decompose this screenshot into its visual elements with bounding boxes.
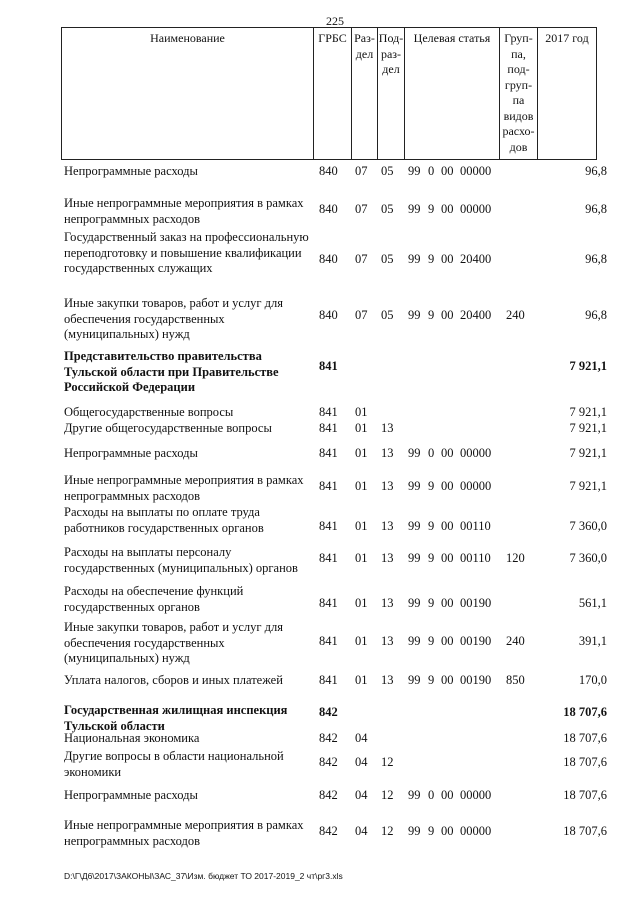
row-cs1: 99 <box>408 252 421 266</box>
row-value: 96,8 <box>585 308 607 322</box>
row-grbs: 841 <box>319 596 338 610</box>
row-value: 18 707,6 <box>563 705 607 719</box>
row-cs4: 00190 <box>460 634 492 648</box>
row-pr: 13 <box>381 446 394 460</box>
row-rz: 01 <box>355 421 368 435</box>
row-grbs: 842 <box>319 755 338 769</box>
row-cs1: 99 <box>408 202 421 216</box>
row-name: Представительство правительства Тульской области при Правительстве Российской Федерации <box>64 349 279 394</box>
row-rz: 01 <box>355 519 368 533</box>
row-grbs: 842 <box>319 824 338 838</box>
row-pr: 13 <box>381 673 394 687</box>
row-rz: 01 <box>355 596 368 610</box>
row-vr: 240 <box>506 308 525 322</box>
row-cs1: 99 <box>408 551 421 565</box>
row-value: 7 921,1 <box>569 479 607 493</box>
header-podrazdel: Под- раз- дел <box>377 28 404 159</box>
row-cs2: 9 <box>428 252 435 266</box>
row-value: 18 707,6 <box>563 788 607 802</box>
row-cs1: 99 <box>408 519 421 533</box>
row-cs1: 99 <box>408 446 421 460</box>
row-name: Иные закупки товаров, работ и услуг для обеспечения государственных (муниципальных) нужд <box>64 296 284 341</box>
row-value: 96,8 <box>585 202 607 216</box>
row-cs3: 00 <box>441 634 454 648</box>
header-razdel: Раз- дел <box>351 28 377 159</box>
row-pr: 13 <box>381 551 394 565</box>
row-vr: 240 <box>506 634 525 648</box>
row-name: Уплата налогов, сборов и иных платежей <box>64 673 283 687</box>
row-grbs: 842 <box>319 788 338 802</box>
row-cs4: 00110 <box>460 519 491 533</box>
row-name: Расходы на обеспечение функций государственных органов <box>64 584 244 614</box>
row-rz: 01 <box>355 405 368 419</box>
row-cs2: 0 <box>428 164 435 178</box>
row-cs2: 9 <box>428 673 435 687</box>
file-path-footer: D:\Г\Д6\2017\ЗАКОНЫ\ЗАС_37\Изм. бюджет ТО 2017-2019_2 чт\рг3.xls <box>64 871 343 881</box>
row-pr: 13 <box>381 634 394 648</box>
row-grbs: 841 <box>319 634 338 648</box>
table-header <box>61 27 597 160</box>
row-cs3: 00 <box>441 479 454 493</box>
row-name: Расходы на выплаты по оплате труда работников государственных органов <box>64 505 264 535</box>
row-pr: 05 <box>381 308 394 322</box>
row-cs4: 00190 <box>460 596 492 610</box>
row-grbs: 842 <box>319 731 338 745</box>
row-value: 561,1 <box>578 596 607 610</box>
row-grbs: 841 <box>319 673 338 687</box>
row-cs3: 00 <box>441 788 454 802</box>
row-cs1: 99 <box>408 673 421 687</box>
row-rz: 07 <box>355 252 368 266</box>
row-name: Государственный заказ на профессиональную переподготовку и повышение квалификации государственных служащих <box>64 230 309 275</box>
row-value: 7 921,1 <box>569 359 607 373</box>
row-cs2: 9 <box>428 824 435 838</box>
row-rz: 01 <box>355 446 368 460</box>
row-cs3: 00 <box>441 164 454 178</box>
page-number: 225 <box>326 14 344 28</box>
row-grbs: 840 <box>319 164 338 178</box>
row-cs3: 00 <box>441 596 454 610</box>
row-value: 170,0 <box>578 673 607 687</box>
row-cs4: 00110 <box>460 551 491 565</box>
row-pr: 12 <box>381 824 394 838</box>
row-pr: 05 <box>381 252 394 266</box>
row-name: Иные непрограммные мероприятия в рамках непрограммных расходов <box>64 818 304 848</box>
row-cs4: 00000 <box>460 788 492 802</box>
row-cs4: 00000 <box>460 446 492 460</box>
row-cs2: 9 <box>428 519 435 533</box>
row-cs2: 9 <box>428 479 435 493</box>
row-grbs: 841 <box>319 446 338 460</box>
row-rz: 07 <box>355 202 368 216</box>
row-name: Непрограммные расходы <box>64 788 198 802</box>
row-cs1: 99 <box>408 788 421 802</box>
header-group: Груп- па, под- груп- па видов расхо- дов <box>499 28 537 159</box>
row-grbs: 842 <box>319 705 338 719</box>
row-cs2: 0 <box>428 446 435 460</box>
row-value: 7 360,0 <box>569 551 607 565</box>
row-cs3: 00 <box>441 673 454 687</box>
row-value: 18 707,6 <box>563 755 607 769</box>
row-vr: 850 <box>506 673 525 687</box>
row-value: 96,8 <box>585 252 607 266</box>
row-rz: 01 <box>355 551 368 565</box>
row-rz: 07 <box>355 164 368 178</box>
row-pr: 05 <box>381 202 394 216</box>
row-pr: 12 <box>381 788 394 802</box>
header-year: 2017 год <box>537 28 597 159</box>
row-value: 7 921,1 <box>569 405 607 419</box>
row-value: 7 360,0 <box>569 519 607 533</box>
row-cs3: 00 <box>441 519 454 533</box>
row-cs3: 00 <box>441 308 454 322</box>
row-name: Иные закупки товаров, работ и услуг для обеспечения государственных (муниципальных) нужд <box>64 620 284 665</box>
row-grbs: 840 <box>319 202 338 216</box>
row-grbs: 840 <box>319 252 338 266</box>
row-cs4: 00000 <box>460 164 492 178</box>
row-cs1: 99 <box>408 164 421 178</box>
row-cs2: 9 <box>428 308 435 322</box>
row-cs2: 9 <box>428 596 435 610</box>
row-name: Непрограммные расходы <box>64 446 198 460</box>
row-name: Расходы на выплаты персоналу государственных (муниципальных) органов <box>64 545 298 575</box>
row-cs1: 99 <box>408 824 421 838</box>
row-cs3: 00 <box>441 202 454 216</box>
row-cs4: 00000 <box>460 202 492 216</box>
row-rz: 07 <box>355 308 368 322</box>
row-cs4: 20400 <box>460 252 492 266</box>
row-value: 7 921,1 <box>569 446 607 460</box>
row-rz: 04 <box>355 731 368 745</box>
row-grbs: 841 <box>319 359 338 373</box>
row-cs4: 00190 <box>460 673 492 687</box>
row-pr: 13 <box>381 479 394 493</box>
row-name: Общегосударственные вопросы <box>64 405 234 419</box>
row-value: 96,8 <box>585 164 607 178</box>
row-name: Национальная экономика <box>64 731 200 745</box>
header-target: Целевая статья <box>404 28 499 159</box>
row-cs2: 9 <box>428 634 435 648</box>
row-cs2: 9 <box>428 551 435 565</box>
row-value: 18 707,6 <box>563 824 607 838</box>
row-cs4: 00000 <box>460 479 492 493</box>
row-cs3: 00 <box>441 824 454 838</box>
row-cs3: 00 <box>441 551 454 565</box>
row-name: Иные непрограммные мероприятия в рамках непрограммных расходов <box>64 473 304 503</box>
row-cs2: 9 <box>428 202 435 216</box>
row-pr: 13 <box>381 421 394 435</box>
row-grbs: 841 <box>319 421 338 435</box>
row-grbs: 841 <box>319 551 338 565</box>
row-rz: 04 <box>355 824 368 838</box>
row-pr: 05 <box>381 164 394 178</box>
row-rz: 04 <box>355 788 368 802</box>
row-cs3: 00 <box>441 446 454 460</box>
row-pr: 13 <box>381 596 394 610</box>
row-name: Государственная жилищная инспекция Тульской области <box>64 703 288 733</box>
row-value: 391,1 <box>578 634 607 648</box>
row-pr: 13 <box>381 519 394 533</box>
row-name: Другие вопросы в области национальной экономики <box>64 749 284 779</box>
row-cs4: 20400 <box>460 308 492 322</box>
row-name: Другие общегосударственные вопросы <box>64 421 272 435</box>
row-cs1: 99 <box>408 596 421 610</box>
row-name: Иные непрограммные мероприятия в рамках непрограммных расходов <box>64 196 304 226</box>
row-grbs: 840 <box>319 308 338 322</box>
row-grbs: 841 <box>319 479 338 493</box>
row-vr: 120 <box>506 551 525 565</box>
row-value: 7 921,1 <box>569 421 607 435</box>
row-cs2: 0 <box>428 788 435 802</box>
row-cs3: 00 <box>441 252 454 266</box>
header-grbs: ГРБС <box>313 28 351 159</box>
row-cs1: 99 <box>408 479 421 493</box>
row-rz: 01 <box>355 634 368 648</box>
row-grbs: 841 <box>319 519 338 533</box>
header-name: Наименование <box>61 28 313 159</box>
row-value: 18 707,6 <box>563 731 607 745</box>
row-pr: 12 <box>381 755 394 769</box>
row-grbs: 841 <box>319 405 338 419</box>
row-name: Непрограммные расходы <box>64 164 198 178</box>
row-cs4: 00000 <box>460 824 492 838</box>
row-cs1: 99 <box>408 634 421 648</box>
row-rz: 04 <box>355 755 368 769</box>
row-rz: 01 <box>355 479 368 493</box>
row-rz: 01 <box>355 673 368 687</box>
row-cs1: 99 <box>408 308 421 322</box>
